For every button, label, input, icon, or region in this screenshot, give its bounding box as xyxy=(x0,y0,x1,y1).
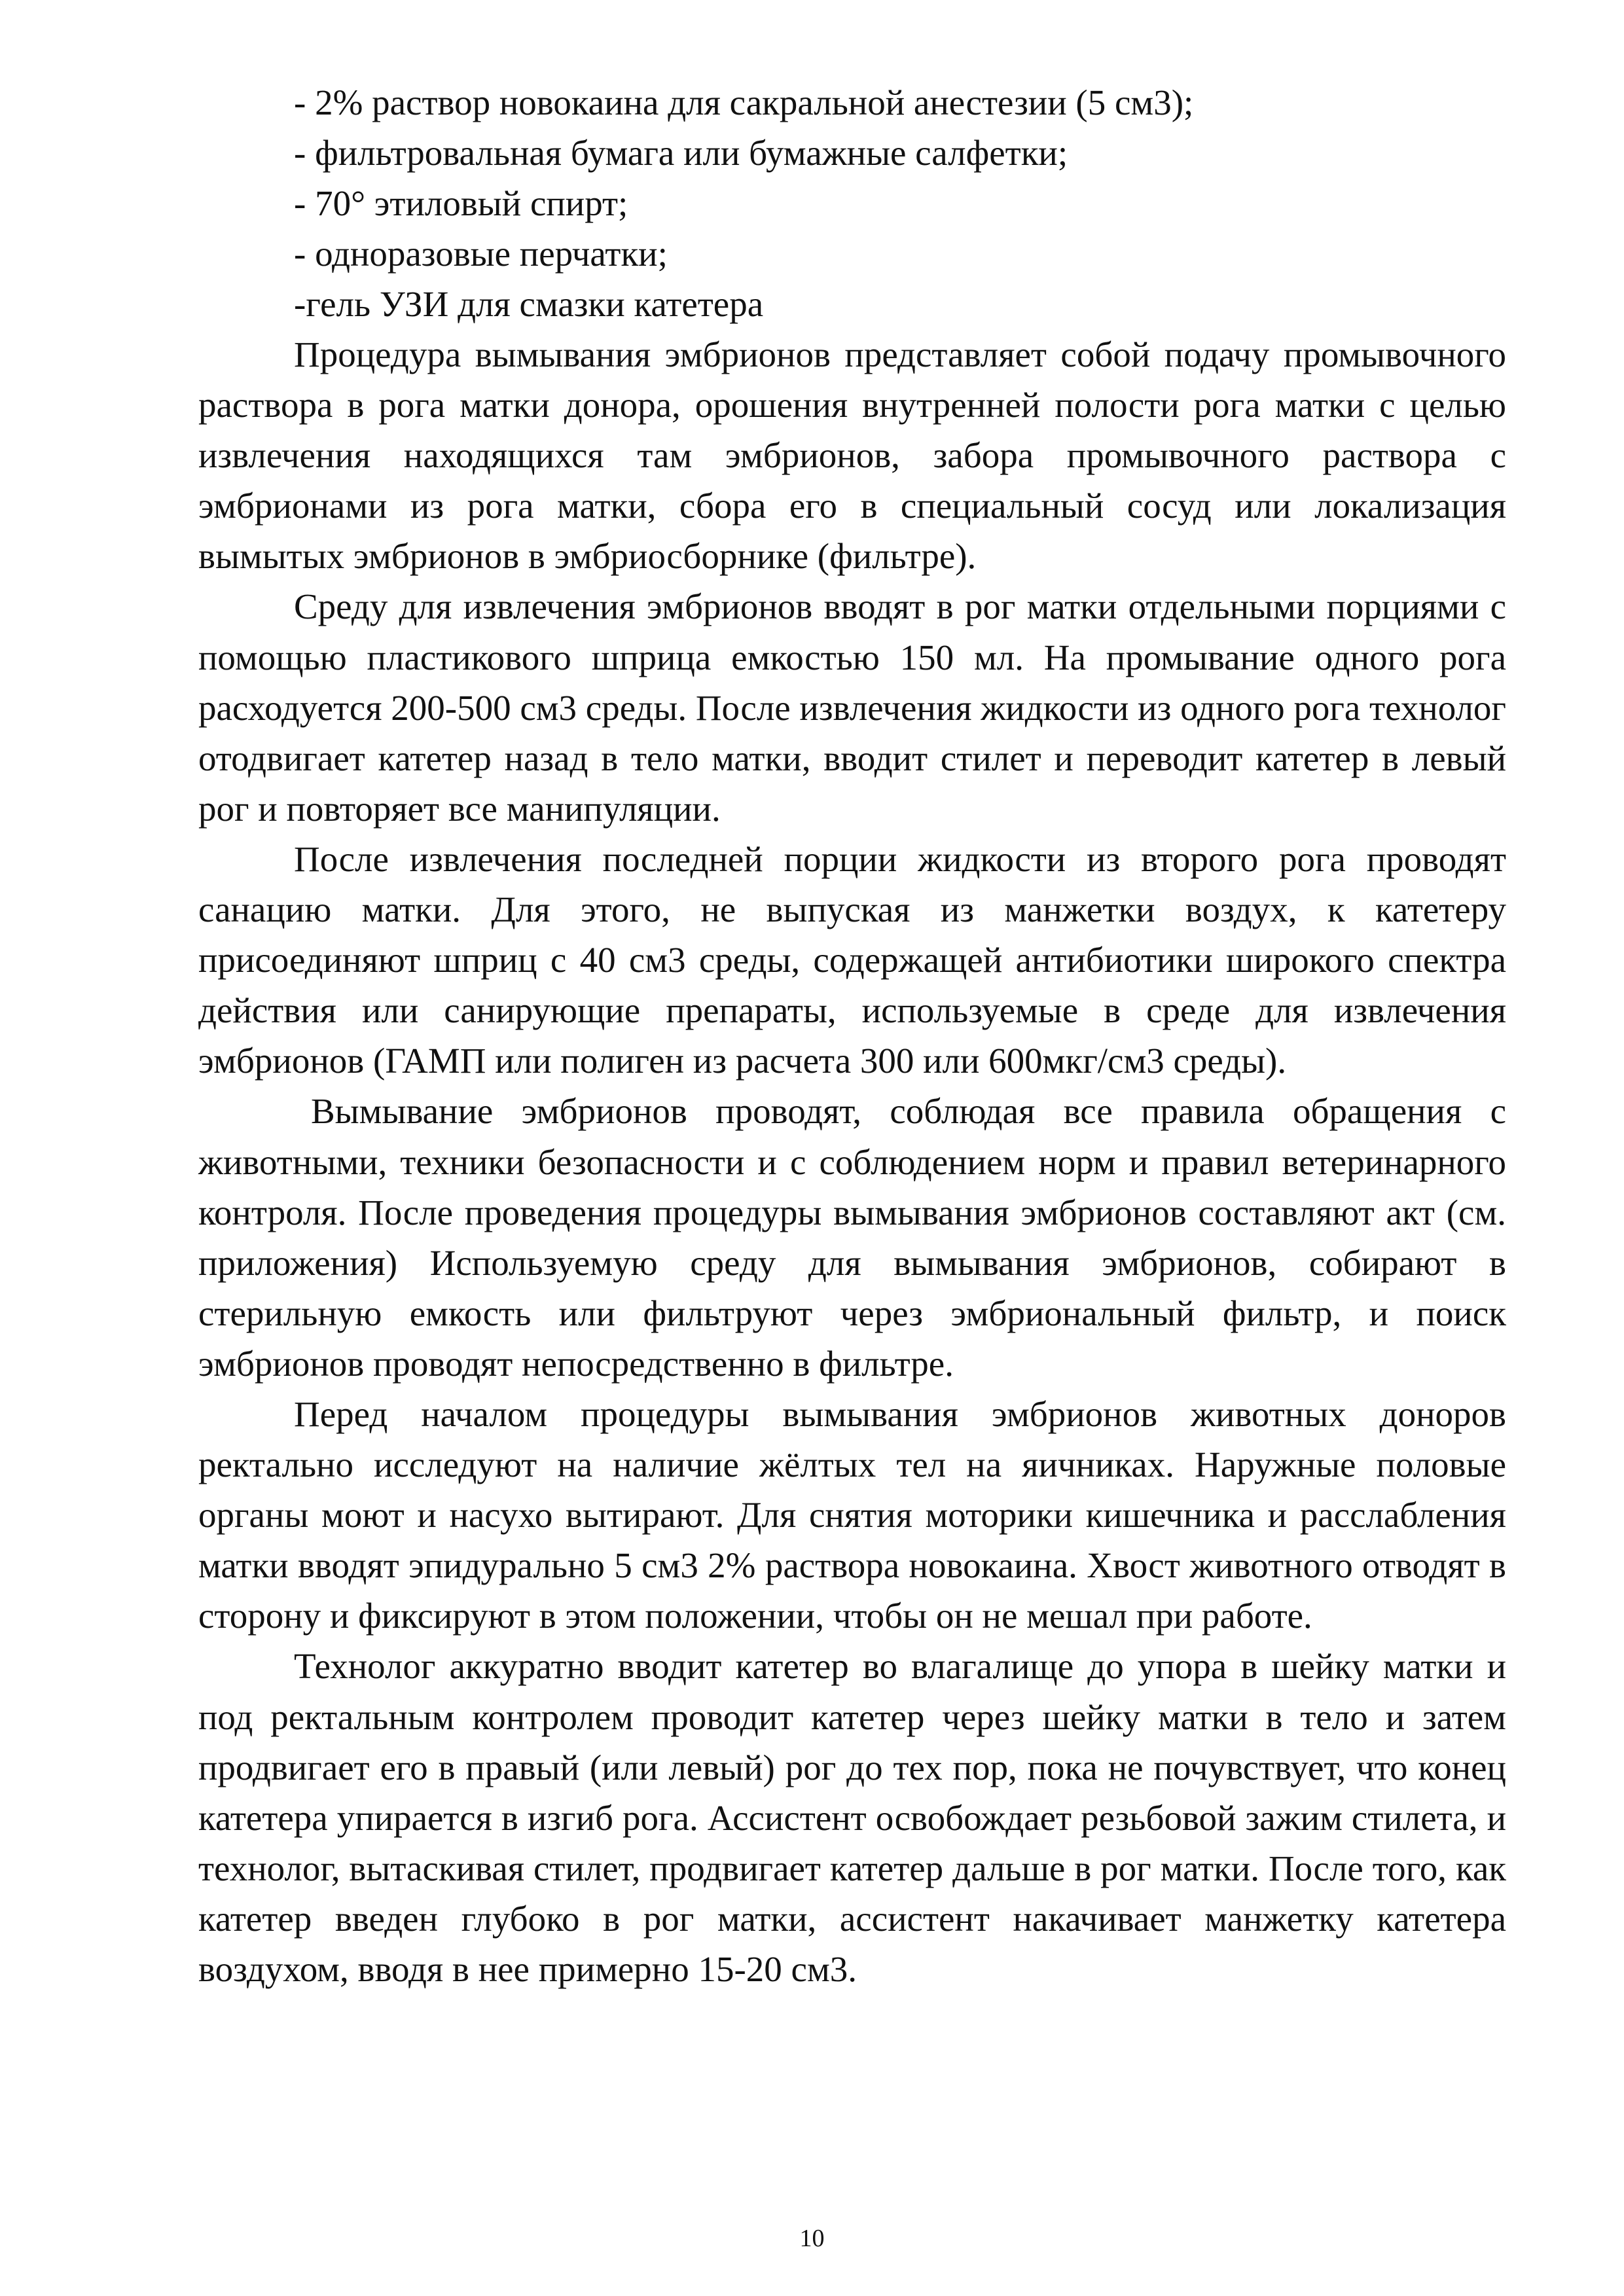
list-item: -гель УЗИ для смазки катетера xyxy=(294,284,764,324)
page-body xyxy=(198,77,1506,1994)
page-number: 10 xyxy=(799,2225,825,2252)
paragraph-uterus-sanitation: После извлечения последней порции жидкости из второго рога проводят санацию матки. Для этого, не выпуская из манжетки воздух, к катетеру присоединяют шприц с 40 см3 среды, содержащей антибиотики широкого спектра действия или санирующие препараты, используемые в среде для извлечения эмбрионов (ГАМП или полиген из расчета 300 или 600мкг/см3 среды). xyxy=(198,838,1506,1081)
paragraph-catheter-insertion: Технолог аккуратно вводит катетер во влагалище до упора в шейку матки и под ректальным контролем проводит катетер через шейку матки в тело и затем продвигает его в правый (или левый) рог до тех пор, пока не почувствует, что конец катетера упирается в изгиб рога. Ассистент освобождает резьбовой зажим стилета, и технолог, вытаскивая стилет, продвигает катетер дальше в рог матки. После того, как катетер введен глубоко в рог матки, ассистент накачивает манжетку катетера воздухом, вводя в нее примерно 15-20 см3. xyxy=(198,1646,1506,1989)
paragraph-flushing-medium: Среду для извлечения эмбрионов вводят в рог матки отдельными порциями с помощью пластикового шприца емкостью 150 мл. На промывание одного рога расходуется 200-500 см3 среды. После извлечения жидкости из одного рога технолог отодвигает катетер назад в тело матки, вводит стилет и переводит катетер в левый рог и повторяет все манипуляции. xyxy=(198,586,1506,829)
list-item: - фильтровальная бумага или бумажные салфетки; xyxy=(294,133,1068,173)
list-item: - одноразовые перчатки; xyxy=(294,234,668,274)
paragraph-donor-preparation: Перед началом процедуры вымывания эмбрионов животных доноров ректально исследуют на наличие жёлтых тел на яичниках. Наружные половые органы моют и насухо вытирают. Для снятия моторики кишечника и расслабления матки вводят эпидурально 5 см3 2% раствора новокаина. Хвост животного отводят в сторону и фиксируют в этом положении, чтобы он не мешал при работе. xyxy=(198,1393,1506,1636)
list-item: - 70° этиловый спирт; xyxy=(294,183,628,223)
paragraph-flushing-rules: Вымывание эмбрионов проводят, соблюдая все правила обращения с животными, техники безопасности и с соблюдением норм и правил ветеринарного контроля. После проведения процедуры вымывания эмбрионов составляют акт (см. приложения) Используемую среду для вымывания эмбрионов, собирают в стерильную емкость или фильтруют через эмбриональный фильтр, и поиск эмбрионов проводят непосредственно в фильтре. xyxy=(198,1091,1506,1384)
list-item: - 2% раствор новокаина для сакральной анестезии (5 см3); xyxy=(294,82,1194,122)
paragraph-procedure-definition: Процедура вымывания эмбрионов представляет собой подачу промывочного раствора в рога матки донора, орошения внутренней полости рога матки с целью извлечения находящихся там эмбрионов, забора промывочного раствора с эмбрионами из рога матки, сбора его в специальный сосуд или локализация вымытых эмбрионов в эмбриосборнике (фильтре). xyxy=(198,334,1506,577)
materials-list xyxy=(198,77,1506,329)
